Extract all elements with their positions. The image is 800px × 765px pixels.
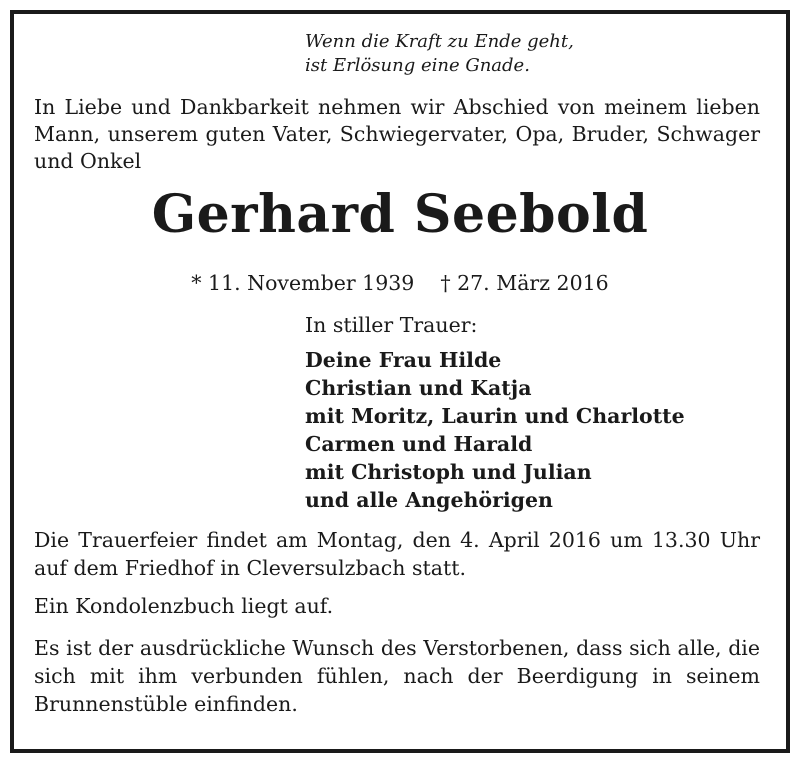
birth-date: * 11. November 1939 bbox=[191, 271, 415, 295]
mourning-intro: In stiller Trauer: bbox=[305, 313, 478, 337]
mourner-line: Deine Frau Hilde bbox=[305, 348, 502, 372]
condolence-note: Ein Kondolenzbuch liegt auf. bbox=[34, 594, 334, 618]
wish-note: Es ist der ausdrückliche Wunsch des Verstorbenen, dass sich alle, die sich mit ihm verbunden fühlen, nach der Beerdigung in seinem Brunnenstüble einfinden. bbox=[34, 636, 760, 716]
mourner-line: Christian und Katja bbox=[305, 376, 532, 400]
death-date: † 27. März 2016 bbox=[440, 271, 609, 295]
motto-line-1: Wenn die Kraft zu Ende geht, bbox=[305, 31, 574, 52]
mourner-line: Carmen und Harald bbox=[305, 432, 533, 456]
mourner-line: mit Moritz, Laurin und Charlotte bbox=[305, 404, 685, 428]
deceased-name: Gerhard Seebold bbox=[151, 184, 649, 245]
intro-text: In Liebe und Dankbarkeit nehmen wir Abschied von meinem lieben Mann, unserem guten Vater, Schwiegervater, Opa, Bruder, Schwager und Onkel bbox=[34, 95, 760, 173]
mourner-line: mit Christoph und Julian bbox=[305, 460, 592, 484]
funeral-info: Die Trauerfeier findet am Montag, den 4. April 2016 um 13.30 Uhr auf dem Friedhof in Cleversulzbach statt. bbox=[34, 528, 760, 580]
mourners-list bbox=[305, 346, 685, 514]
motto-quote bbox=[305, 30, 574, 78]
life-dates bbox=[0, 270, 800, 297]
mourner-line: und alle Angehörigen bbox=[305, 488, 553, 512]
motto-line-2: ist Erlösung eine Gnade. bbox=[305, 55, 530, 76]
